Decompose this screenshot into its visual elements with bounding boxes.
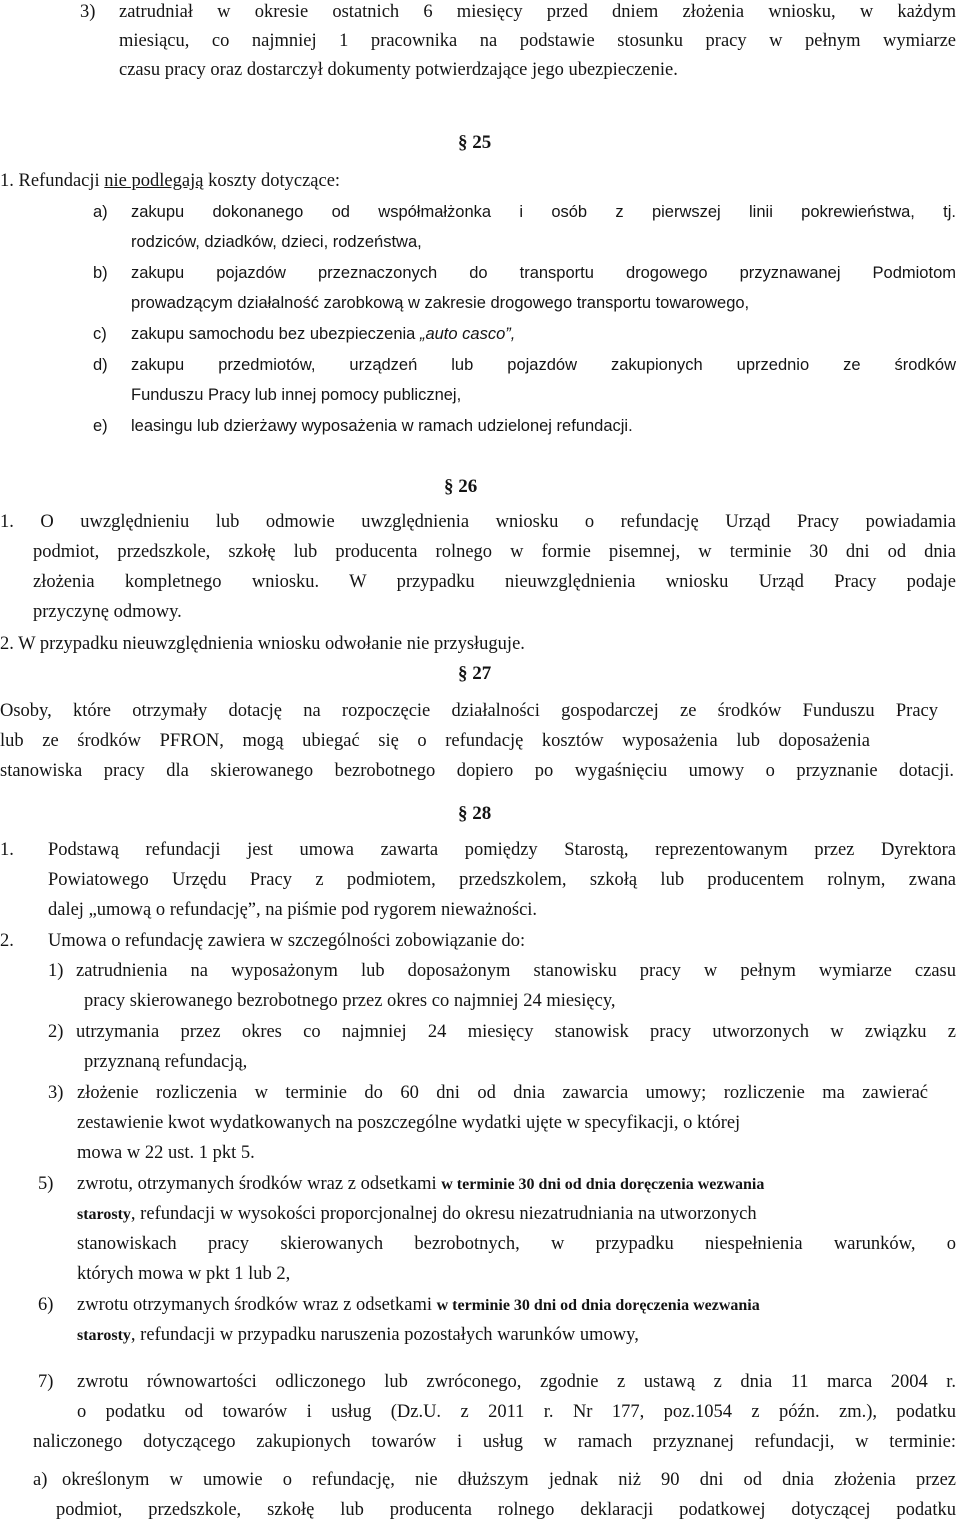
s25-e-line-1: leasingu lub dzierżawy wyposażenia w ramach udzielonej refundacji. bbox=[131, 417, 633, 435]
s25-c-italic: „auto casco”, bbox=[419, 325, 516, 343]
s28-item-1-line-1: zatrudnienia na wyposażonym lub doposażonym stanowisku pracy w pełnym wymiarze czasu bbox=[76, 961, 956, 981]
s28-item-3-line-3: mowa w 22 ust. 1 pkt 5. bbox=[77, 1143, 255, 1163]
s25-b-line-1: zakupu pojazdów przeznaczonych do transportu drogowego przyznawanej Podmiotom bbox=[131, 264, 956, 282]
s25-para-1-underlined: nie podlegają bbox=[104, 171, 204, 191]
s25-para-1-end: koszty dotyczące: bbox=[203, 171, 341, 191]
s28-item-6-bold: w terminie 30 dni od dnia doręczenia wezwania bbox=[436, 1297, 760, 1314]
s28-item-a-line-2: podmiot, przedszkole, szkołę lub producenta rolnego deklaracji podatkowej dotyczącej podatku bbox=[56, 1500, 956, 1520]
s28-item-1-line-2: pracy skierowanego bezrobotnego przez okres co najmniej 24 miesięcy, bbox=[84, 991, 616, 1011]
s28-item-7-number: 7) bbox=[38, 1372, 54, 1392]
s28-item-7-line-2: o podatku od towarów i usług (Dz.U. z 2011 r. Nr 177, poz.1054 z późn. zm.), podatku bbox=[77, 1402, 956, 1422]
s28-item-5-line-4: których mowa w pkt 1 lub 2, bbox=[77, 1264, 291, 1284]
s28-item-a-number: a) bbox=[33, 1470, 48, 1490]
s28-item-5-text-2: , refundacji w wysokości proporcjonalnej do okresu niezatrudniania na utworzonych bbox=[130, 1204, 757, 1224]
intro-line-3: czasu pracy oraz dostarczył dokumenty potwierdzające jego ubezpieczenie. bbox=[119, 60, 678, 80]
s28-p2-number: 2. bbox=[0, 931, 14, 951]
s28-item-5-text: zwrotu, otrzymanych środków wraz z odsetkami bbox=[77, 1174, 442, 1194]
s26-line-2: podmiot, przedszkole, szkołę lub producenta rolnego w formie pisemnej, w terminie 30 dni od dnia bbox=[33, 542, 956, 562]
s28-p1-line-1: Podstawą refundacji jest umowa zawarta pomiędzy Starostą, reprezentowanym przez Dyrektora bbox=[48, 840, 956, 860]
s28-item-7-line-1: zwrotu równowartości odliczonego lub zwróconego, zgodnie z ustawą z dnia 11 marca 2004 r. bbox=[77, 1372, 956, 1392]
s28-item-5-line-3: stanowiskach pracy skierowanych bezrobotnych, w przypadku niespełnienia warunków, o bbox=[77, 1234, 956, 1254]
s28-item-2-number: 2) bbox=[48, 1022, 64, 1042]
section-26-heading: § 26 bbox=[444, 476, 478, 497]
s26-line-5: 2. W przypadku nieuwzględnienia wniosku odwołanie nie przysługuje. bbox=[0, 634, 525, 654]
s25-a-line-1: zakupu dokonanego od współmałżonka i osób z pierwszej linii pokrewieństwa, tj. bbox=[131, 203, 956, 221]
s28-item-6-bold-2: starosty bbox=[77, 1327, 131, 1344]
s28-item-1-number: 1) bbox=[48, 961, 64, 981]
s28-item-2-line-2: przyznaną refundacją, bbox=[84, 1052, 248, 1072]
s26-line-4: przyczynę odmowy. bbox=[33, 602, 182, 622]
s28-item-6-text-2: , refundacji w przypadku naruszenia pozostałych warunków umowy, bbox=[130, 1325, 639, 1345]
s28-item-3-number: 3) bbox=[48, 1083, 64, 1103]
s25-a-line-2: rodziców, dziadków, dzieci, rodzeństwa, bbox=[131, 233, 422, 251]
s25-d-number: d) bbox=[93, 356, 108, 374]
s25-b-number: b) bbox=[93, 264, 108, 282]
s25-para-1 bbox=[0, 169, 340, 193]
intro-line-2: miesiącu, co najmniej 1 pracownika na podstawie stosunku pracy w pełnym wymiarze bbox=[119, 31, 956, 51]
s28-item-6-number: 6) bbox=[38, 1295, 54, 1315]
s28-item-5-bold: w terminie 30 dni od dnia doręczenia wezwania bbox=[441, 1176, 765, 1193]
s28-item-5-line-1 bbox=[77, 1172, 764, 1197]
s28-item-5-line-2 bbox=[77, 1202, 757, 1227]
s27-line-2: lub ze środków PFRON, mogą ubiegać się o refundację kosztów wyposażenia lub doposażenia bbox=[0, 731, 870, 751]
s27-line-3: stanowiska pracy dla skierowanego bezrobotnego dopiero po wygaśnięciu umowy o przyznanie dotacji. bbox=[0, 761, 954, 781]
s28-p2-line-1: Umowa o refundację zawiera w szczególności zobowiązanie do: bbox=[48, 931, 526, 951]
section-25-heading: § 25 bbox=[458, 132, 492, 153]
s27-line-1: Osoby, które otrzymały dotację na rozpoczęcie działalności gospodarczej ze środków Funduszu Pracy bbox=[0, 701, 938, 721]
s28-item-6-line-2 bbox=[77, 1323, 639, 1348]
s26-line-1: 1. O uwzględnieniu lub odmowie uwzględnienia wniosku o refundację Urząd Pracy powiadamia bbox=[0, 512, 956, 532]
s28-item-5-bold-2: starosty bbox=[77, 1206, 131, 1223]
s28-item-7-line-3: naliczonego dotyczącego zakupionych towarów i usług w ramach przyznanej refundacji, w terminie: bbox=[33, 1432, 956, 1452]
s25-para-1-start: 1. Refundacji bbox=[0, 171, 105, 191]
s25-c-number: c) bbox=[93, 325, 107, 343]
intro-item-number: 3) bbox=[80, 2, 96, 22]
s28-item-6-text: zwrotu otrzymanych środków wraz z odsetkami bbox=[77, 1295, 437, 1315]
intro-line-1: zatrudniał w okresie ostatnich 6 miesięcy przed dniem złożenia wniosku, w każdym bbox=[119, 2, 956, 22]
s25-b-line-2: prowadzącym działalność zarobkową w zakresie drogowego transportu towarowego, bbox=[131, 294, 750, 312]
s28-item-5-number: 5) bbox=[38, 1174, 54, 1194]
s28-item-3-line-2: zestawienie kwot wydatkowanych na poszczególne wydatki ujęte w specyfikacji, o której bbox=[77, 1113, 741, 1133]
section-27-heading: § 27 bbox=[458, 663, 492, 684]
s28-item-a-line-1: określonym w umowie o refundację, nie dłuższym jednak niż 90 dni od dnia złożenia przez bbox=[62, 1470, 956, 1490]
s28-item-6-line-1 bbox=[77, 1293, 760, 1318]
s28-p1-line-2: Powiatowego Urzędu Pracy z podmiotem, przedszkolem, szkołą lub producentem rolnym, zwana bbox=[48, 870, 956, 890]
s28-item-2-line-1: utrzymania przez okres co najmniej 24 miesięcy stanowisk pracy utworzonych w związku z bbox=[76, 1022, 956, 1042]
s28-item-3-line-1: złożenie rozliczenia w terminie do 60 dni od dnia zawarcia umowy; rozliczenie ma zawierać bbox=[77, 1083, 928, 1103]
s28-p1-line-3: dalej „umową o refundację”, na piśmie pod rygorem nieważności. bbox=[48, 900, 538, 920]
s25-e-number: e) bbox=[93, 417, 108, 435]
s26-line-3: złożenia kompletnego wniosku. W przypadku nieuwzględnienia wniosku Urząd Pracy podaje bbox=[33, 572, 956, 592]
s25-d-line-1: zakupu przedmiotów, urządzeń lub pojazdów zakupionych uprzednio ze środków bbox=[131, 356, 956, 374]
section-28-heading: § 28 bbox=[458, 803, 492, 824]
s25-d-line-2: Funduszu Pracy lub innej pomocy publicznej, bbox=[131, 386, 462, 404]
s28-p1-number: 1. bbox=[0, 840, 14, 860]
s25-a-number: a) bbox=[93, 203, 108, 221]
s25-c-line-1 bbox=[131, 322, 515, 346]
s25-c-text: zakupu samochodu bez ubezpieczenia bbox=[131, 325, 420, 343]
